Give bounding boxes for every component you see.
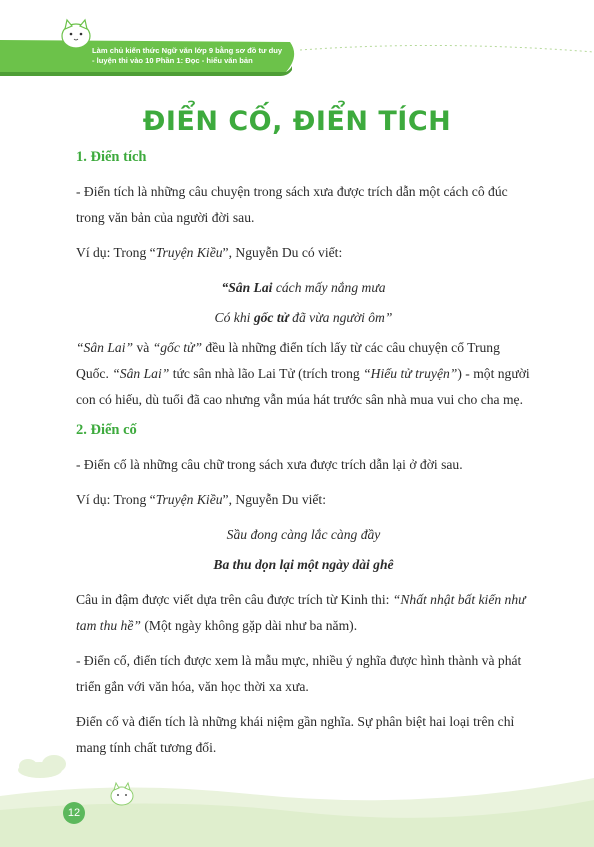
page-number: 12 (63, 802, 85, 824)
section-2-verse-2: Ba thu dọn lại một ngày dài ghê (213, 557, 394, 572)
section-2-definition: - Điển cố là những câu chữ trong sách xưa được trích dẫn lại ở đời sau. (76, 457, 463, 472)
header-banner (0, 0, 594, 90)
section-2-note: - Điển cố, điển tích được xem là mẫu mực, nhiều ý nghĩa được hình thành và phát triển gắn với văn hóa, văn học thời xa xưa. (76, 653, 522, 694)
example-suffix: ”, Nguyễn Du viết: (222, 492, 326, 507)
example-work: Truyện Kiều (155, 245, 223, 260)
section-1-verse-2 (76, 305, 531, 331)
section-1-heading: 1. Điển tích (76, 149, 147, 165)
section-1-explanation (76, 335, 531, 413)
cloud-icon (18, 755, 66, 778)
example-work: Truyện Kiều (155, 492, 223, 507)
explanation-text: đều là những điển tích lấy từ các câu chuyện cổ Trung Quốc. (76, 340, 500, 381)
section-2-verse-1: Sầu đong càng lắc càng đầy (226, 527, 381, 542)
verse-text: đã vừa người ôm” (288, 310, 393, 325)
section-1-example-intro (76, 240, 531, 266)
verse-text: Có khi (214, 310, 254, 325)
book-title-line-1: Làm chủ kiến thức Ngữ văn lớp 9 bằng sơ đồ tư duy (92, 46, 283, 55)
quoted-term: “Sân Lai” (112, 366, 170, 381)
section-2-example-intro (76, 487, 531, 513)
main-content (76, 144, 531, 761)
bottom-decoration (0, 740, 594, 847)
verse-text: cách mấy nắng mưa (272, 280, 386, 295)
explanation-text: (Một ngày không gặp dài như ba năm). (140, 618, 358, 633)
section-2-heading: 2. Điển cố (76, 422, 137, 438)
example-suffix: ”, Nguyễn Du có viết: (222, 245, 343, 260)
explanation-text: ) - một người con có hiếu, dù tuổi đã cao nhưng vẫn múa hát trước sân nhà mua vui cho cha mẹ. (76, 366, 530, 407)
cat-mascot-icon (62, 20, 90, 48)
book-title (92, 46, 322, 66)
quoted-term: “Sân Lai” (76, 340, 134, 355)
section-2-explanation (76, 587, 531, 639)
verse-bold-term: gốc tử (253, 310, 289, 325)
verse-bold-term: Sân Lai (228, 280, 273, 295)
quoted-term: “Nhất nhật bất kiến như tam thu hề” (76, 592, 526, 633)
section-1-definition: - Điển tích là những câu chuyện trong sách xưa được trích dẫn một cách cô đúc trong văn bản của người đời sau. (76, 184, 508, 225)
book-title-line-2: - luyện thi vào 10 Phần 1: Đọc - hiểu văn bản (92, 56, 253, 65)
section-1-verse-1 (76, 275, 531, 301)
example-prefix: Ví dụ: Trong “ (76, 492, 156, 507)
cat-mascot-icon (111, 783, 133, 805)
explanation-text: và (133, 340, 153, 355)
example-prefix: Ví dụ: Trong “ (76, 245, 156, 260)
conclusion: Điển cố và điển tích là những khái niệm gần nghĩa. Sự phân biệt hai loại trên chỉ mang tính chất tương đối. (76, 714, 515, 755)
quoted-term: “Hiếu tử truyện” (363, 366, 458, 381)
explanation-text: Câu in đậm được viết dựa trên câu được trích từ Kinh thi: (76, 592, 393, 607)
page-title: ĐIỂN CỐ, ĐIỂN TÍCH (142, 106, 452, 137)
explanation-text: tức sân nhà lão Lai Tử (trích trong (169, 366, 364, 381)
quoted-term: “gốc tử” (152, 340, 203, 355)
verse-quote: “ (221, 280, 229, 295)
